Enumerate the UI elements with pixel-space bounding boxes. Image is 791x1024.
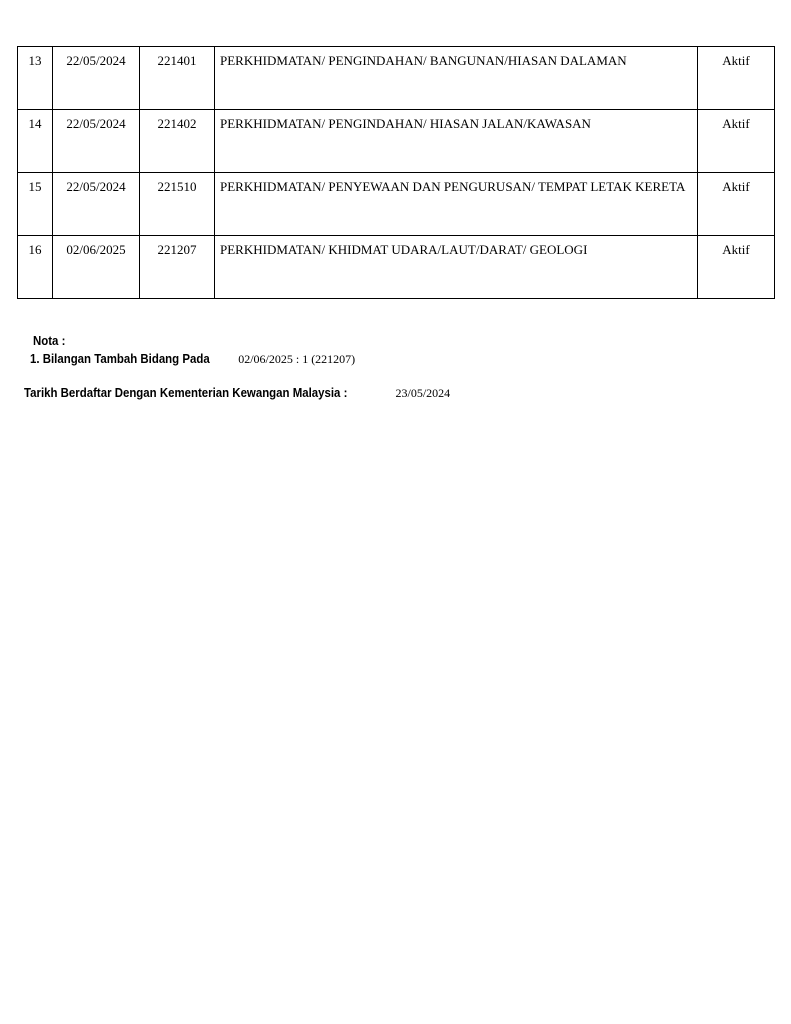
- table-row: [18, 173, 775, 236]
- row-status: Aktif: [698, 110, 775, 173]
- table-row: [18, 110, 775, 173]
- row-date: 22/05/2024: [53, 47, 140, 110]
- row-code: 221207: [140, 236, 215, 299]
- row-number: 15: [18, 173, 53, 236]
- registration-date: 23/05/2024: [395, 386, 451, 400]
- notes-item-value: 02/06/2025 : 1 (221207): [238, 352, 356, 366]
- row-number: 13: [18, 47, 53, 110]
- row-description: PERKHIDMATAN/ PENYEWAAN DAN PENGURUSAN/ TEMPAT LETAK KERETA: [215, 173, 698, 236]
- row-number: 16: [18, 236, 53, 299]
- row-date: 02/06/2025: [53, 236, 140, 299]
- notes-item-label: 1. Bilangan Tambah Bidang Pada: [30, 351, 210, 366]
- row-description: PERKHIDMATAN/ PENGINDAHAN/ BANGUNAN/HIASAN DALAMAN: [215, 47, 698, 110]
- table-row: [18, 236, 775, 299]
- notes-heading: Nota :: [33, 333, 66, 348]
- row-code: 221510: [140, 173, 215, 236]
- row-status: Aktif: [698, 236, 775, 299]
- registration-date-line: [24, 384, 450, 402]
- table-row: [18, 47, 775, 110]
- row-number: 14: [18, 110, 53, 173]
- notes-item: [30, 350, 355, 368]
- row-date: 22/05/2024: [53, 110, 140, 173]
- row-date: 22/05/2024: [53, 173, 140, 236]
- row-code: 221402: [140, 110, 215, 173]
- registration-label: Tarikh Berdaftar Dengan Kementerian Kewangan Malaysia :: [24, 385, 348, 400]
- row-status: Aktif: [698, 47, 775, 110]
- row-description: PERKHIDMATAN/ KHIDMAT UDARA/LAUT/DARAT/ GEOLOGI: [215, 236, 698, 299]
- field-registration-table: [17, 46, 775, 299]
- row-code: 221401: [140, 47, 215, 110]
- row-status: Aktif: [698, 173, 775, 236]
- row-description: PERKHIDMATAN/ PENGINDAHAN/ HIASAN JALAN/KAWASAN: [215, 110, 698, 173]
